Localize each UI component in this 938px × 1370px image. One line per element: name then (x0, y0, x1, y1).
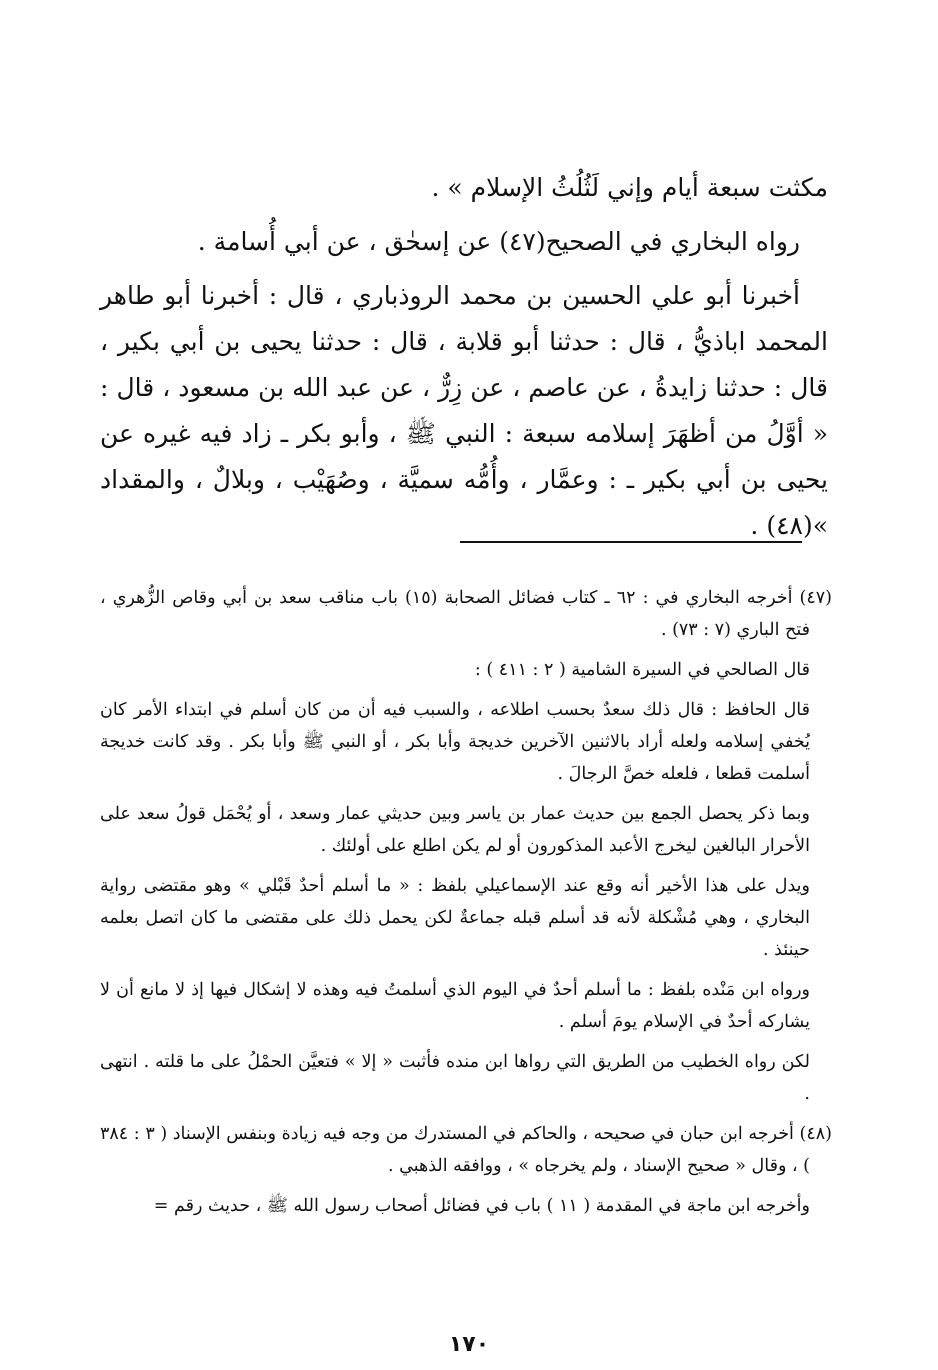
paragraph-narration: رواه البخاري في الصحيح(٤٧) عن إسحٰق ، عن أبي أُسامة . (197, 227, 800, 256)
footnote-paragraph: قال الحافظ : قال ذلك سعدٌ بحسب اطلاعه ، والسبب فيه أن من كان أسلم في ابتداء الأمر كان يُخفي إسلامه ولعله أراد بالاثنين الآخرين خديجة وأبا بكر ، أو النبي ﷺ وأبا بكر . وقد كانت خديجة أسلمت قطعا ، فلعله خصَّ الرجالَ . (100, 700, 810, 784)
footnote-paragraph: قال الصالحي في السيرة الشامية ( ٢ : ٤١١ ) : (474, 660, 810, 680)
footnotes (100, 582, 832, 1222)
footnote-paragraph: ويدل على هذا الأخير أنه وقع عند الإسماعيلي بلفظ : « ما أسلم أحدٌ قَبْلي » وهو مقتضى رواية البخاري ، وهي مُشْكلة لأنه قد أسلم قبله جماعةٌ لكن يحمل ذلك على مقتضى ما كان اتصل بعلمه حينئذ . (100, 876, 810, 960)
footnote-paragraph: لكن رواه الخطيب من الطريق التي رواها ابن منده فأثبت « إلا » فتعيَّن الحمْلُ على ما قلته . انتهى . (100, 1052, 810, 1104)
paragraph-hadith: أخبرنا أبو علي الحسين بن محمد الروذباري ، قال : أخبرنا أبو طاهر المحمد اباذيُّ ، قال : حدثنا أبو قلابة ، قال : حدثنا يحيى بن أبي بكير ، قال : حدثنا زايدةُ ، عن عاصم ، عن زِرٌّ ، عن عبد الله بن مسعود ، قال : « أوَّلُ من أظهَرَ إسلامه سبعة : النبي ﷺ ، وأبو بكر ـ زاد فيه غيره عن يحيى بن أبي بكير ـ : وعمَّار ، وأُمُّه سميَّة ، وصُهَيْب ، وبلالٌ ، والمقداد »(٤٨) . (100, 281, 828, 540)
footnote-paragraph: وأخرجه ابن ماجة في المقدمة ( ١١ ) باب في فضائل أصحاب رسول الله ﷺ ، حديث رقم = (153, 1196, 810, 1216)
footnote-separator (460, 541, 802, 543)
footnote-48: (٤٨) أخرجه ابن حبان في صحيحه ، والحاكم في المستدرك من وجه فيه زيادة وبنفس الإسناد ( ٣ : ٣٨٤ ) ، وقال « صحيح الإسناد ، ولم يخرجاه » ، ووافقه الذهبي . (100, 1124, 832, 1176)
footnote-paragraph: ورواه ابن مَنْده بلفظ : ما أسلم أحدٌ في اليوم الذي أسلمتُ فيه وهذه لا إشكال فيها إذ لا مانع أن لا يشاركه أحدٌ في الإسلام يومَ أسلم . (100, 980, 810, 1032)
footnote-47: (٤٧) أخرجه البخاري في : ٦٢ ـ كتاب فضائل الصحابة (١٥) باب مناقب سعد بن أبي وقاص الزُّهري ، فتح الباري (٧ : ٧٣) . (100, 588, 832, 640)
page-number: ١٧٠ (448, 1332, 490, 1357)
footnote-paragraph: وبما ذكر يحصل الجمع بين حديث عمار بن ياسر وبين حديثي عمار وسعد ، أو يُحْمَل قولُ سعد على الأحرار البالغين ليخرج الأعبد المذكورون أو لم يكن اطلع على أولئك . (100, 804, 810, 856)
paragraph-continuation: مكثت سبعة أيام وإني لَثُلُثُ الإسلام » . (431, 173, 828, 202)
main-text (100, 165, 828, 549)
